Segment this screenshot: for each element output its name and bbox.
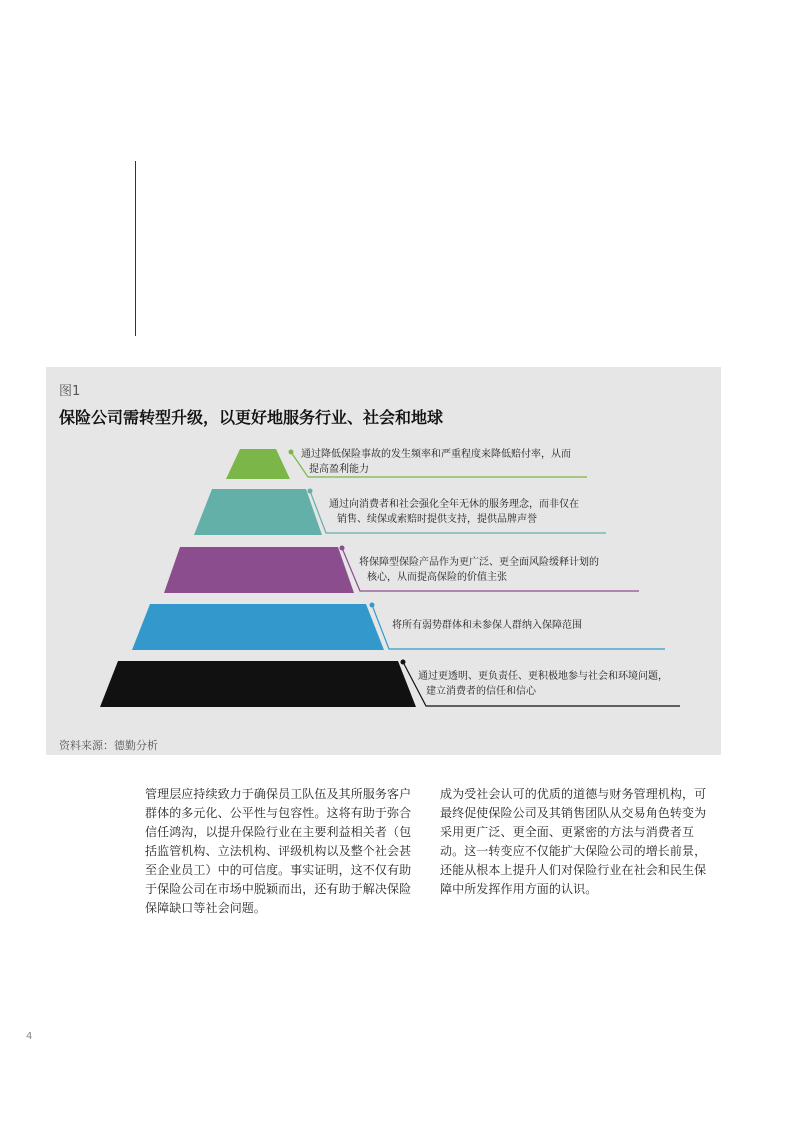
figure-label: 图1	[59, 384, 81, 399]
body-right-line-5: 还能从根本上提升人们对保险行业在社会和民生保	[440, 863, 707, 877]
body-right-line-1: 成为受社会认可的优质的道德与财务管理机构，可	[440, 787, 707, 801]
tier-2-line-1: 通过向消费者和社会强化全年无休的服务理念，而非仅在	[329, 499, 579, 510]
figure-source: 资料来源：德勤分析	[59, 739, 158, 752]
tier-2-leader-dot	[308, 489, 313, 494]
tier-3-line-1: 将保障型保险产品作为更广泛、更全面风险缓释计划的	[359, 557, 599, 568]
body-left-line-4: 括监管机构、立法机构、评级机构以及整个社会甚	[145, 844, 412, 858]
tier-3-line-2: 核心，从而提高保险的价值主张	[367, 572, 507, 583]
pyramid-tier-2	[194, 489, 322, 535]
body-column-left	[145, 785, 425, 918]
body-left-line-3: 信任鸿沟，以提升保险行业在主要利益相关者（包	[145, 825, 412, 839]
tier-4-leader-dot	[370, 603, 375, 608]
tier-5-text	[418, 669, 668, 699]
tier-5-line-2: 建立消费者的信任和信心	[426, 686, 536, 697]
tier-2-text	[329, 497, 579, 527]
figure-title: 保险公司需转型升级，以更好地服务行业、社会和地球	[59, 408, 444, 427]
body-right-line-2: 最终促使保险公司及其销售团队从交易角色转变为	[440, 806, 707, 820]
tier-1-line-1: 通过降低保险事故的发生频率和严重程度来降低赔付率，从而	[301, 449, 571, 460]
body-right-line-4: 动。这一转变应不仅能扩大保险公司的增长前景，	[440, 844, 707, 858]
tier-5-leader-dot	[401, 660, 406, 665]
body-right-line-3: 采用更广泛、更全面、更紧密的方法与消费者互	[440, 825, 695, 839]
pyramid-tier-4	[132, 604, 384, 650]
tier-2-line-2: 销售、续保或索赔时提供支持，提供品牌声誉	[337, 514, 537, 525]
body-left-line-1: 管理层应持续致力于确保员工队伍及其所服务客户	[145, 787, 412, 801]
tier-1-line-2: 提高盈利能力	[309, 464, 369, 475]
body-column-right	[440, 785, 722, 899]
page-number: 4	[26, 1031, 33, 1042]
pyramid-tier-3	[164, 547, 354, 593]
tier-3-leader-dot	[340, 546, 345, 551]
body-left-line-7: 保障缺口等社会问题。	[145, 901, 267, 915]
tier-3-text	[359, 555, 599, 585]
tier-4-text	[392, 618, 582, 633]
tier-1-leader-dot	[289, 450, 294, 455]
pyramid-tier-5	[100, 661, 416, 707]
tier-1-text	[301, 447, 571, 477]
figure-panel	[46, 367, 721, 755]
body-left-line-5: 至企业员工）中的可信度。事实证明，这不仅有助	[145, 863, 412, 877]
body-left-line-6: 于保险公司在市场中脱颖而出，还有助于解决保险	[145, 882, 412, 896]
decorative-vertical-rule	[135, 161, 136, 336]
body-right-line-6: 障中所发挥作用方面的认识。	[440, 882, 598, 896]
pyramid-tier-1	[226, 449, 290, 479]
tier-4-line-1: 将所有弱势群体和未参保人群纳入保障范围	[392, 620, 582, 631]
body-left-line-2: 群体的多元化、公平性与包容性。这将有助于弥合	[145, 806, 412, 820]
tier-5-line-1: 通过更透明、更负责任、更积极地参与社会和环境问题，	[418, 671, 668, 682]
